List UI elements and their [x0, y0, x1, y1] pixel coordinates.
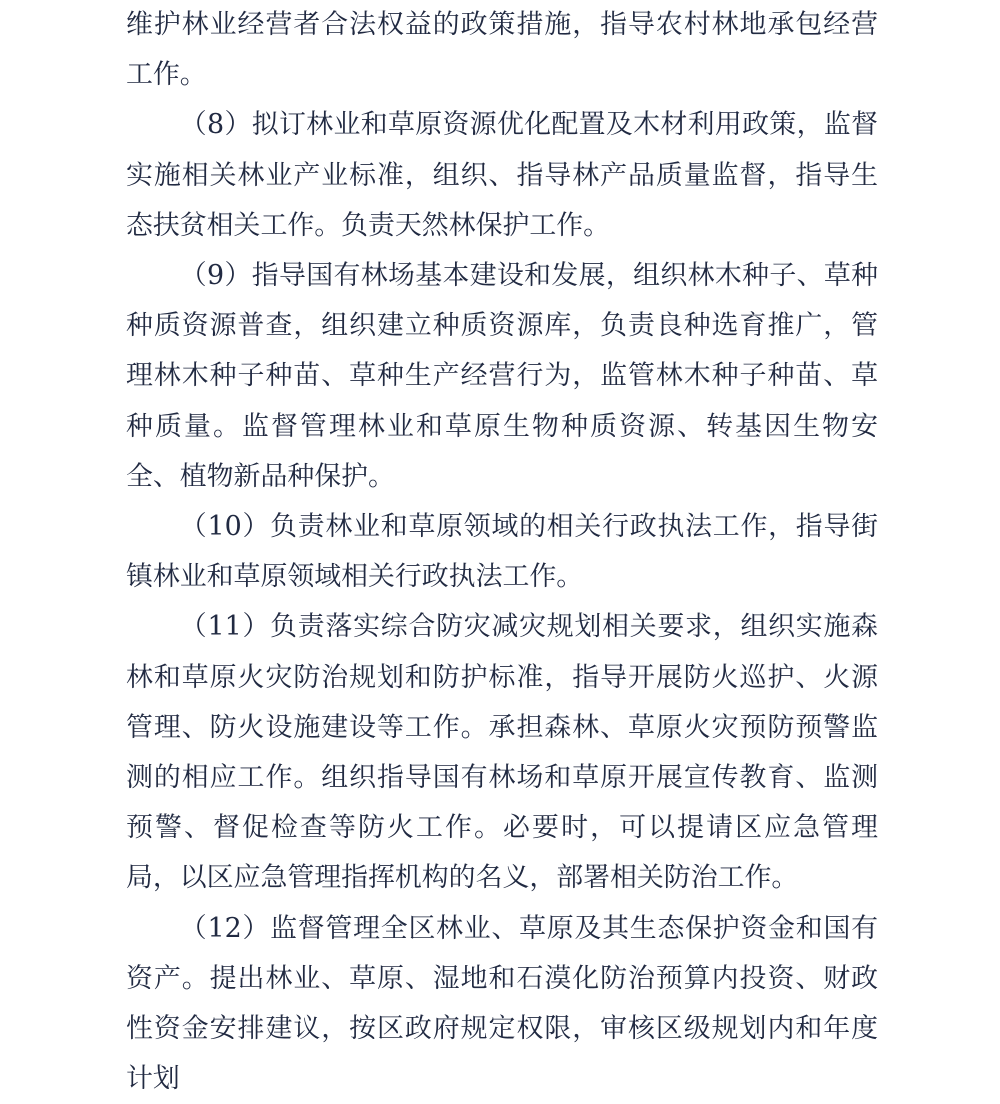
paragraph-continuation: 维护林业经营者合法权益的政策措施，指导农村林地承包经营工作。	[126, 9, 878, 91]
paragraph-item-12: （12）监督管理全区林业、草原及其生态保护资金和国有资产。提出林业、草原、湿地和石漠化防治预算内投资、财政性资金安排建议，按区政府规定权限，审核区级规划内和年度计划	[126, 912, 878, 1095]
paragraph-item-10: （10）负责林业和草原领域的相关行政执法工作，指导街镇林业和草原领域相关行政执法工作。	[126, 511, 878, 593]
paragraph-item-9: （9）指导国有林场基本建设和发展，组织林木种子、草种种质资源普查，组织建立种质资源库，负责良种选育推广，管理林木种子种苗、草种生产经营行为，监管林木种子种苗、草种质量。监督管理林业和草原生物种质资源、转基因生物安全、植物新品种保护。	[126, 260, 878, 492]
paragraph-item-8: （8）拟订林业和草原资源优化配置及木材利用政策，监督实施相关林业产业标准，组织、指导林产品质量监督，指导生态扶贫相关工作。负责天然林保护工作。	[126, 109, 878, 241]
paragraph-item-11: （11）负责落实综合防灾减灾规划相关要求，组织实施森林和草原火灾防治规划和防护标准，指导开展防火巡护、火源管理、防火设施建设等工作。承担森林、草原火灾预防预警监测的相应工作。组织指导国有林场和草原开展宣传教育、监测预警、督促检查等防火工作。必要时，可以提请区应急管理局，以区应急管理指挥机构的名义，部署相关防治工作。	[126, 611, 878, 894]
